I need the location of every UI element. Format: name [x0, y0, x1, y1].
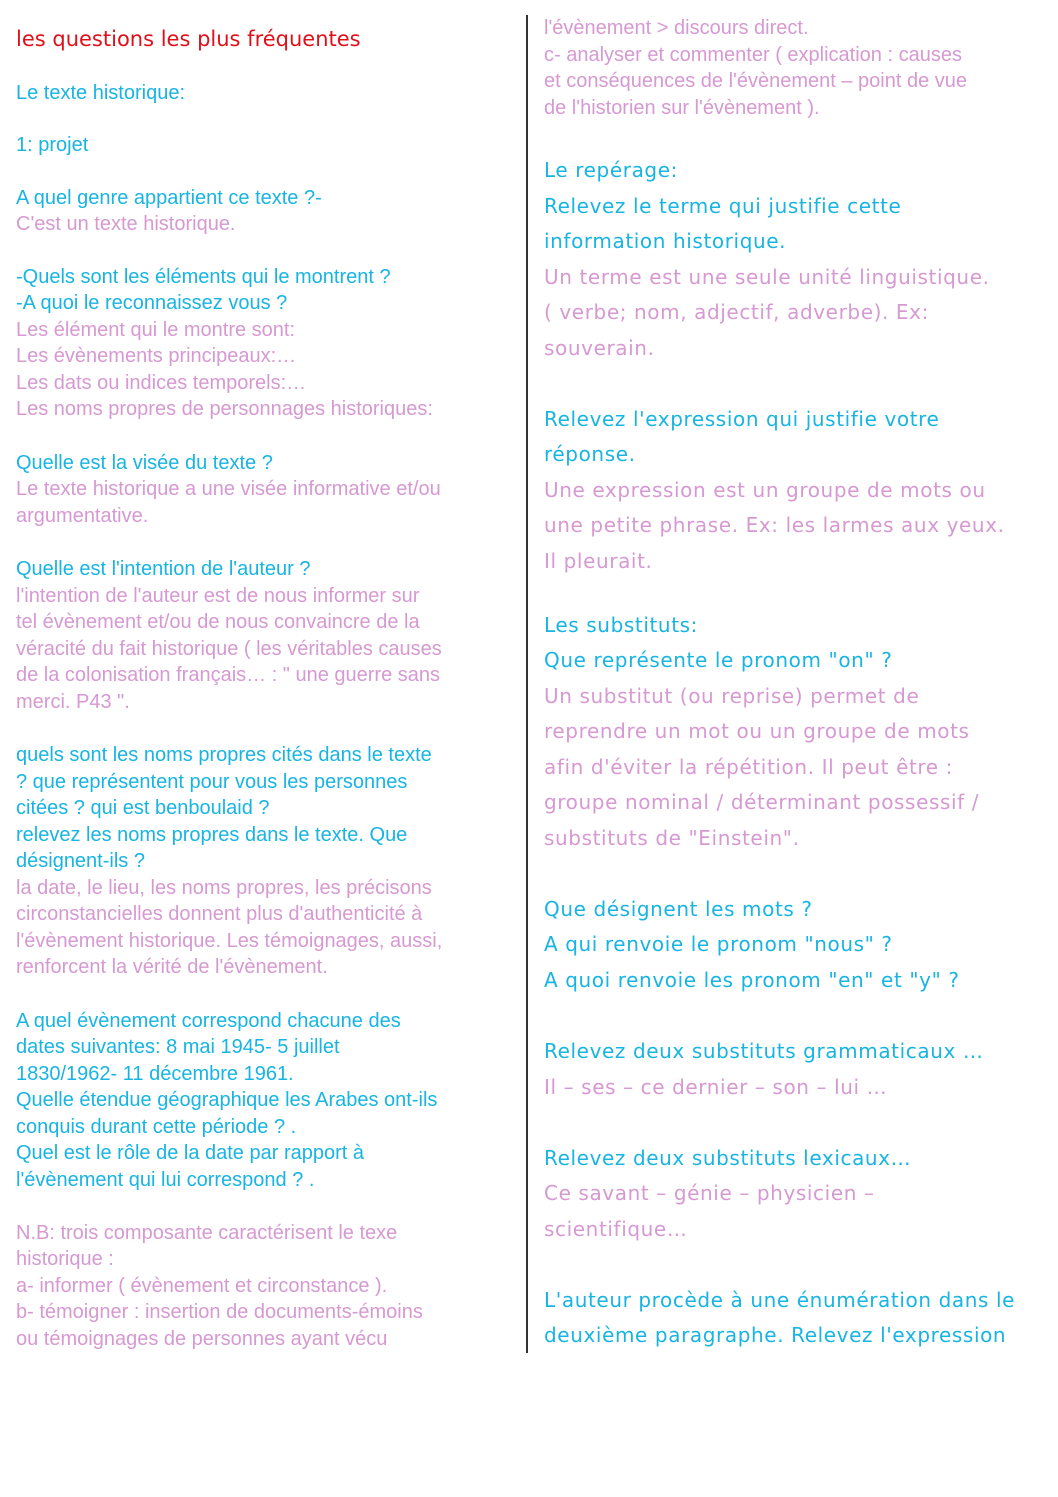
- note-line: N.B: trois composante caractérisent le texe: [16, 1222, 398, 1244]
- column-divider: [526, 15, 528, 1353]
- project-label: 1: projet: [16, 134, 89, 156]
- question-line: réponse.: [544, 442, 636, 466]
- answer-line: Un terme est une seule unité linguistique.: [544, 265, 990, 289]
- answer-line: afin d'éviter la répétition. Il peut être :: [544, 755, 954, 779]
- answer-line: tel évènement et/ou de nous convaincre de la: [16, 611, 420, 633]
- question-line: l'évènement qui lui correspond ? .: [16, 1169, 315, 1191]
- answer-line: une petite phrase. Ex: les larmes aux yeux.: [544, 513, 1005, 537]
- note-line: l'évènement > discours direct.: [544, 17, 809, 39]
- question-line: deuxième paragraphe. Relevez l'expression: [544, 1323, 1007, 1347]
- question: A quel genre appartient ce texte ?-: [16, 187, 322, 209]
- answer-line: merci. P43 ".: [16, 691, 130, 713]
- answer-line: reprendre un mot ou un groupe de mots: [544, 719, 970, 743]
- answer-line: Il pleurait.: [544, 549, 653, 573]
- answer-line: Les élément qui le montre sont:: [16, 319, 296, 341]
- note-line: c- analyser et commenter ( explication : causes: [544, 44, 962, 66]
- section-heading: Les substituts:: [544, 613, 698, 637]
- question-line: Relevez le terme qui justifie cette: [544, 194, 902, 218]
- note-line: et conséquences de l'évènement – point de vue: [544, 70, 968, 92]
- document-title: les questions les plus fréquentes: [16, 27, 361, 51]
- answer-line: Les dats ou indices temporels:…: [16, 372, 307, 394]
- answer-line: la date, le lieu, les noms propres, les précisons: [16, 877, 432, 899]
- answer-line: véracité du fait historique ( les véritables causes: [16, 638, 442, 660]
- question: Quelle est l'intention de l'auteur ?: [16, 558, 311, 580]
- question-line: A quel évènement correspond chacune des: [16, 1010, 401, 1032]
- question-line: Quelle étendue géographique les Arabes ont-ils: [16, 1089, 438, 1111]
- answer-line: substituts de "Einstein".: [544, 826, 800, 850]
- question-line: relevez les noms propres dans le texte. Que: [16, 824, 408, 846]
- question: Relevez deux substituts lexicaux…: [544, 1146, 912, 1170]
- section-heading: Le repérage:: [544, 158, 678, 182]
- question-line: Que désignent les mots ?: [544, 897, 813, 921]
- question-line: quels sont les noms propres cités dans le texte: [16, 744, 432, 766]
- question-line: Relevez l'expression qui justifie votre: [544, 407, 940, 431]
- question: Quelle est la visée du texte ?: [16, 452, 273, 474]
- answer: C'est un texte historique.: [16, 213, 236, 235]
- question: Que représente le pronom "on" ?: [544, 648, 893, 672]
- section-heading: Le texte historique:: [16, 82, 185, 104]
- note-line: ou témoignages de personnes ayant vécu: [16, 1328, 388, 1350]
- answer-line: Ce savant – génie – physicien –: [544, 1181, 875, 1205]
- question-line: L'auteur procède à une énumération dans le: [544, 1288, 1016, 1312]
- note-line: a- informer ( évènement et circonstance ).: [16, 1275, 388, 1297]
- answer-line: Une expression est un groupe de mots ou: [544, 478, 986, 502]
- answer: Il – ses – ce dernier – son – lui …: [544, 1075, 888, 1099]
- question-line: dates suivantes: 8 mai 1945- 5 juillet: [16, 1036, 340, 1058]
- answer-line: Les noms propres de personnages historiques:: [16, 398, 433, 420]
- answer-line: circonstancielles donnent plus d'authenticité à: [16, 903, 423, 925]
- question: -Quels sont les éléments qui le montrent ?: [16, 266, 391, 288]
- answer-line: groupe nominal / déterminant possessif /: [544, 790, 980, 814]
- answer-line: argumentative.: [16, 505, 149, 527]
- answer-line: ( verbe; nom, adjectif, adverbe). Ex:: [544, 300, 929, 324]
- note-line: historique :: [16, 1248, 114, 1270]
- answer-line: scientifique…: [544, 1217, 688, 1241]
- question-line: 1830/1962- 11 décembre 1961.: [16, 1063, 294, 1085]
- question-line: ? que représentent pour vous les personnes: [16, 771, 408, 793]
- question: -A quoi le reconnaissez vous ?: [16, 292, 288, 314]
- answer-line: l'intention de l'auteur est de nous informer sur: [16, 585, 420, 607]
- question: Relevez deux substituts grammaticaux …: [544, 1039, 984, 1063]
- note-line: de l'historien sur l'évènement ).: [544, 97, 820, 119]
- answer-line: Le texte historique a une visée informative et/ou: [16, 478, 441, 500]
- question-line: Quel est le rôle de la date par rapport à: [16, 1142, 364, 1164]
- question-line: citées ? qui est benboulaid ?: [16, 797, 270, 819]
- answer-line: Les évènements principeaux:…: [16, 345, 297, 367]
- answer-line: souverain.: [544, 336, 655, 360]
- note-line: b- témoigner : insertion de documents-émoins: [16, 1301, 423, 1323]
- question-line: information historique.: [544, 229, 787, 253]
- question-line: désignent-ils ?: [16, 850, 145, 872]
- answer-line: renforcent la vérité de l'évènement.: [16, 956, 328, 978]
- answer-line: Un substitut (ou reprise) permet de: [544, 684, 920, 708]
- question-line: conquis durant cette période ? .: [16, 1116, 297, 1138]
- question-line: A quoi renvoie les pronom "en" et "y" ?: [544, 968, 960, 992]
- answer-line: l'évènement historique. Les témoignages, aussi,: [16, 930, 443, 952]
- question-line: A qui renvoie le pronom "nous" ?: [544, 932, 893, 956]
- answer-line: de la colonisation français… : " une guerre sans: [16, 664, 441, 686]
